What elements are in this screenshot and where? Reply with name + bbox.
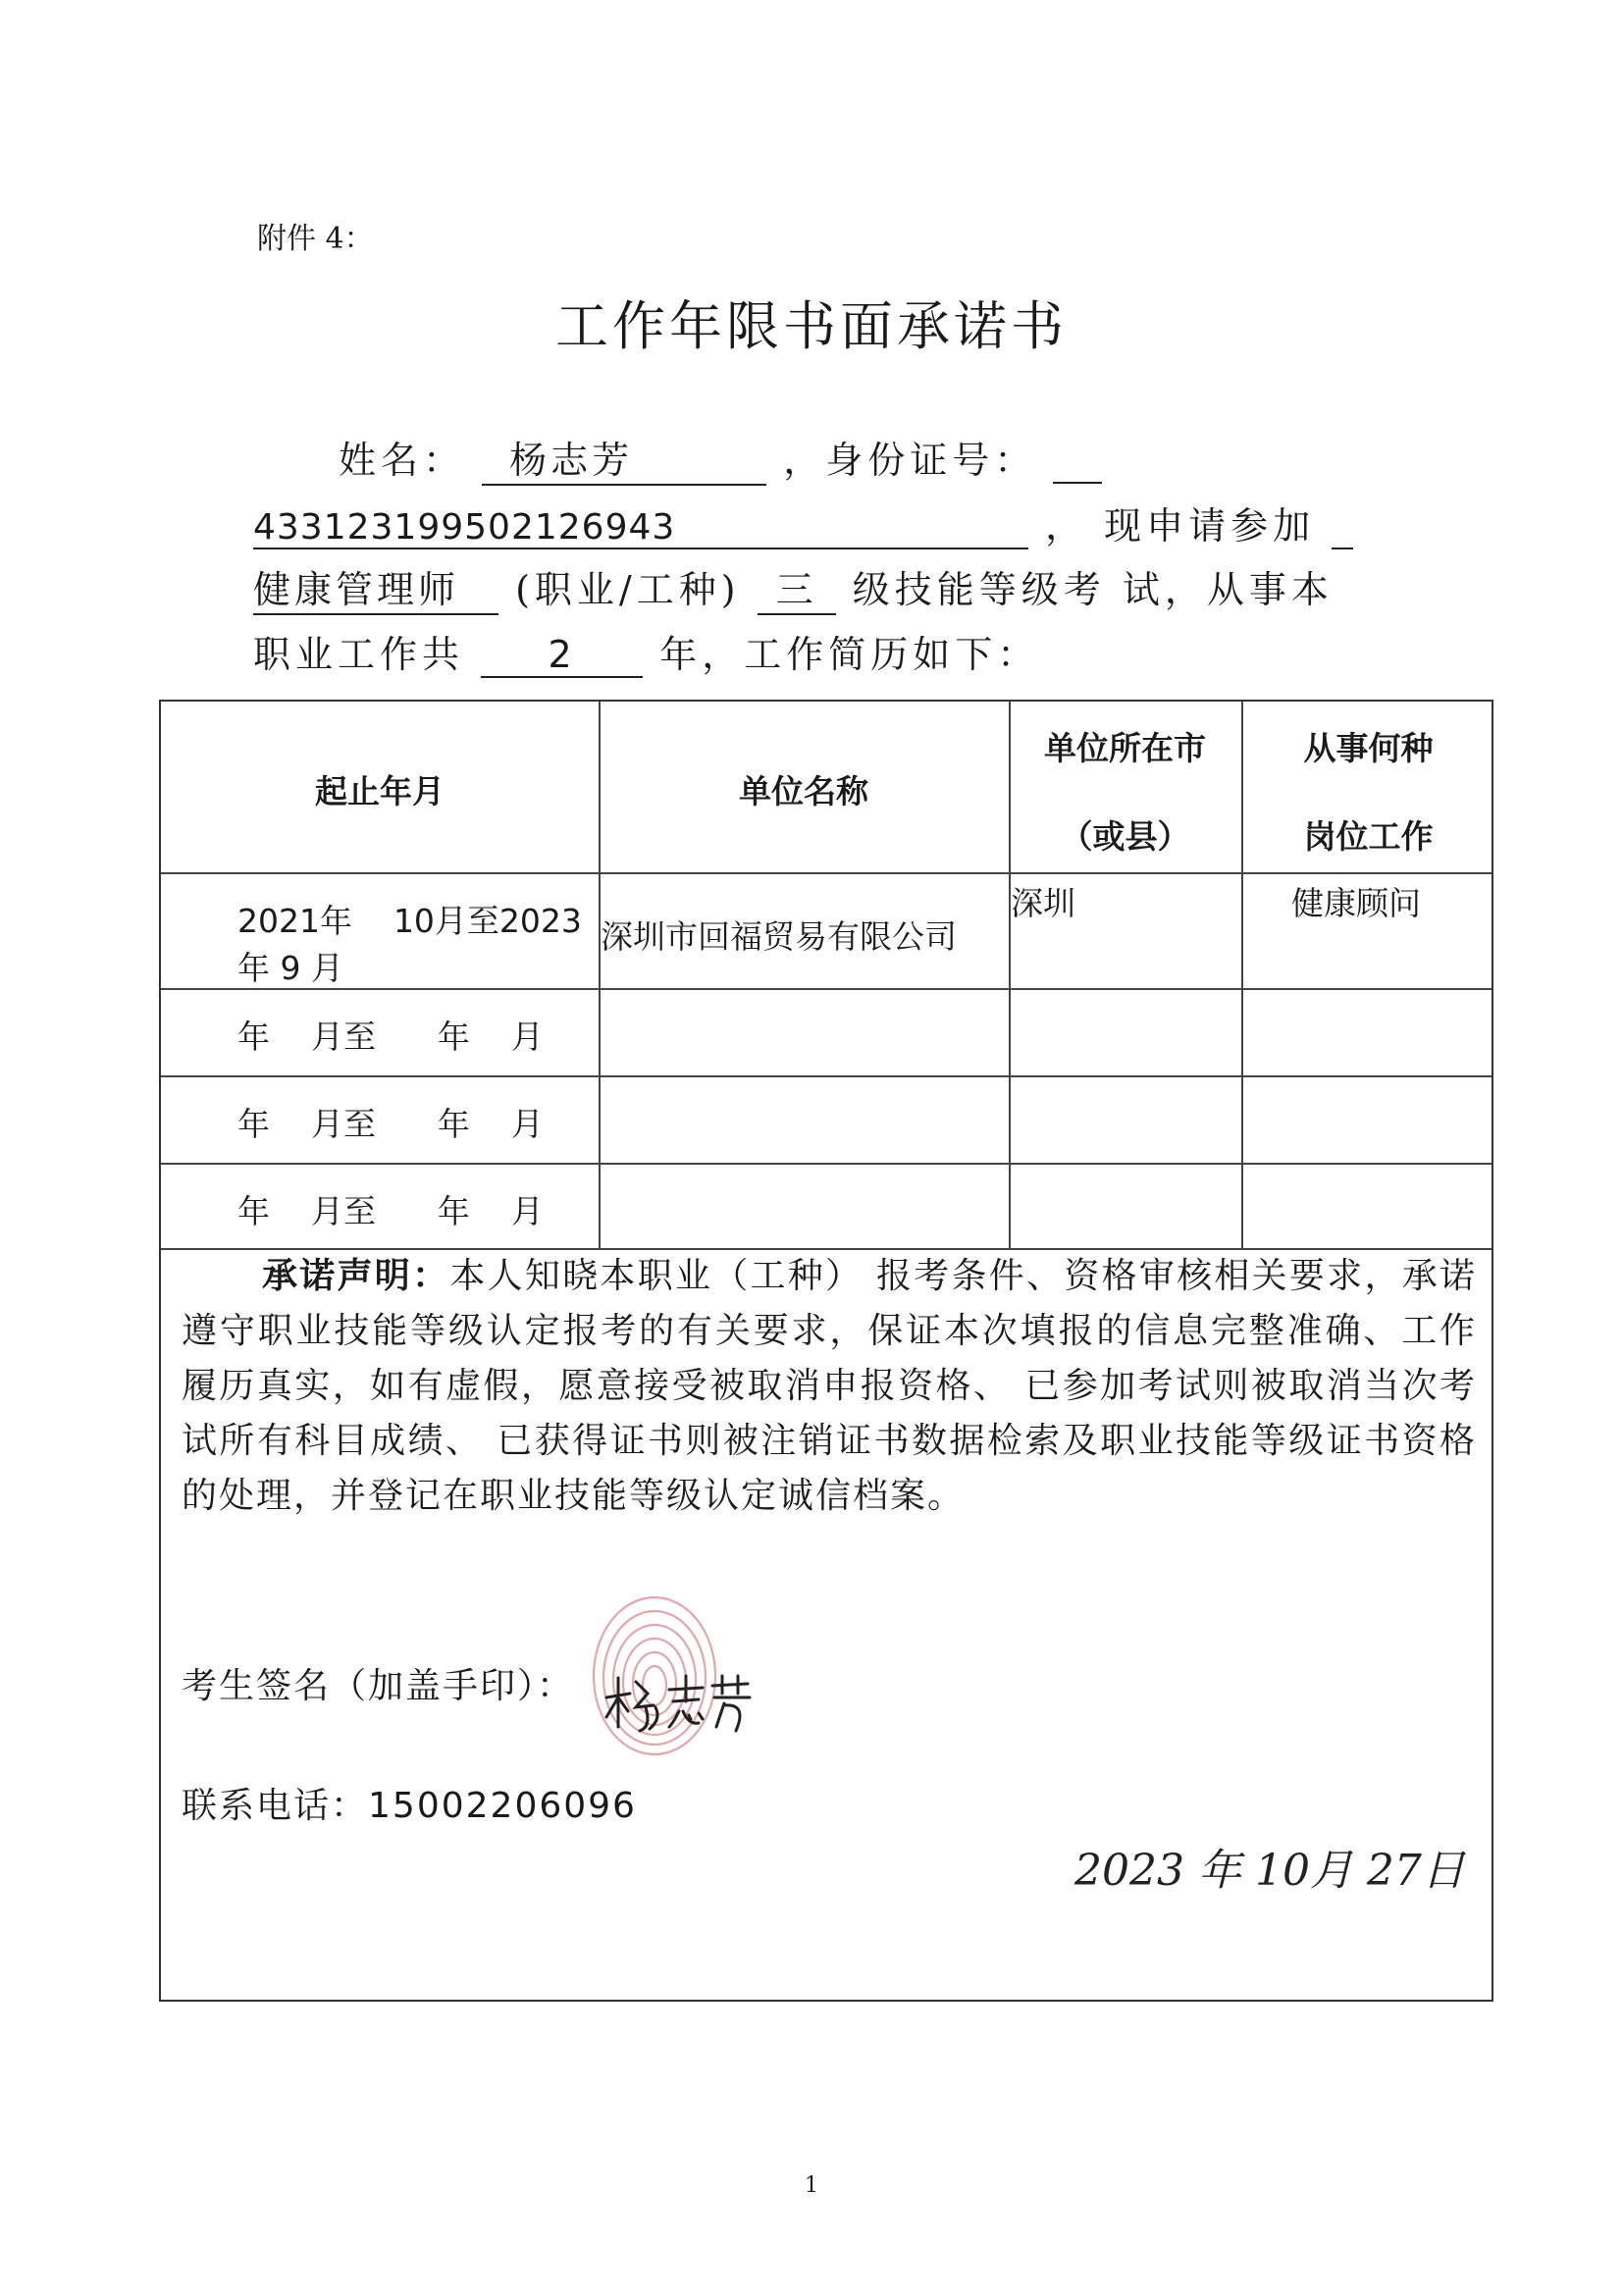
name-value: 杨志芳 [509,439,634,482]
table-rule [161,988,1492,990]
level-value: 三 [758,559,836,615]
signature-row [182,1658,574,1708]
intro-line-2 [253,496,1353,549]
table-rule [161,872,1492,874]
statement-label: 承诺声明： [262,1255,450,1296]
header-city-2: （或县） [1060,817,1190,856]
intro-line-3 [253,559,1334,615]
signature-label: 考生签名（加盖手印）： [182,1666,575,1706]
attachment-label: 附件 4： [257,222,374,256]
handwritten-date: 2023 年 10月 27日 [1074,1846,1465,1896]
commitment-statement [182,1248,1477,1524]
years-prefix: 职业工作共 [253,633,465,676]
row1-period-line1: 2021年 10月至2023 [237,902,582,940]
contact-label: 联系电话： [182,1786,369,1826]
page-number: 1 [805,2173,818,2198]
id-number: 433123199502126943 [253,507,1028,549]
page-title: 工作年限书面承诺书 [555,295,1068,357]
name-label: 姓名： [339,439,466,482]
header-post-1: 从事何种 [1303,729,1434,767]
handwritten-signature [601,1668,758,1737]
contact-phone: 15002206096 [368,1786,637,1826]
years-suffix: 年，工作简历如下： [659,633,1040,676]
table-col-rule [1009,702,1011,1248]
occupation-value: 健康管理师 [253,559,498,615]
row2-period: 年 月至 年 月 [237,1018,544,1056]
row3-period: 年 月至 年 月 [237,1105,544,1143]
header-city-1: 单位所在市 [1044,729,1206,767]
header-employer: 单位名称 [739,772,868,810]
contact-row [182,1778,637,1828]
level-suffix: 级技能等级考 试，从事本 [852,568,1334,611]
table-rule [161,1075,1492,1077]
header-period: 起止年月 [315,772,445,810]
row1-period-line2: 年 9 月 [237,949,343,987]
intro-line-4 [253,624,1039,678]
statement-text: 本人知晓本职业（工种） 报考条件、资格审核相关要求，承诺遵守职业技能等级认定报考的有关要求，保证本次填报的信息完整准确、工作履历真实，如有虚假，愿意接受被取消申报资格、 已参加考试则被取消当次考试所有科目成绩、 已获得证书则被注销证书数据检索及职业技能等级证书资格的处理，并登记在职业技能等级认定诚信档案。 [182,1256,1477,1516]
table-col-rule [1241,702,1243,1248]
row1-city: 深圳 [1011,884,1075,922]
occupation-suffix: (职业/工种) [515,568,741,611]
table-rule [161,1163,1492,1165]
header-post-2: 岗位工作 [1303,817,1434,856]
row4-period: 年 月至 年 月 [237,1192,544,1230]
years-value: 2 [481,633,643,678]
id-label: ，身份证号： [783,439,1037,482]
apply-text: ， 现申请参加 [1045,504,1316,548]
row1-post: 健康顾问 [1291,884,1421,922]
row1-employer: 深圳市回福贸易有限公司 [601,917,957,956]
intro-line-1 [339,430,1102,486]
